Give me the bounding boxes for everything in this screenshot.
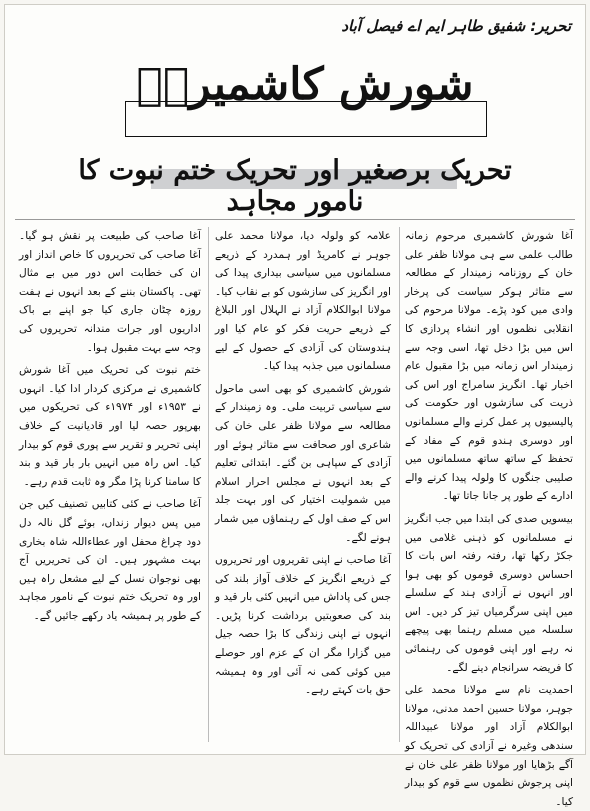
paragraph: آغا صاحب کی طبیعت پر نقش ہو گیا۔ آغا صاحب کی تحریروں کا خاص انداز اور ان کی خطابت اس دور میں بے مثال تھی۔ پاکستان بننے کے بعد انہوں نے ہفت روزہ چٹان جاری کیا جو اپنے بے باک اداریوں اور جرات مندانہ تحریروں کی وجہ سے بہت مقبول ہوا۔ [19,230,201,354]
paragraph: شورش کاشمیری کو بھی اسی ماحول سے سیاسی تربیت ملی۔ وہ زمیندار کے مطالعہ سے مولانا ظفر علی خان کی شاعری اور صحافت سے متاثر ہوئے اور آزادی کے سپاہی بن گئے۔ ابتدائی تعلیم کے بعد انہوں نے مجلس احرار اسلام میں شمولیت اختیار کی اور بہت جلد اس کے صف اول کے رہنماؤں میں شمار ہونے لگے۔ [215,382,391,544]
article-subtitle: تحریک برصغیر اور تحریک ختم نبوت کا نامور مجاہد [78,155,512,217]
column-right [405,227,573,808]
article-title: شورش کاشمیریؒ [136,59,474,110]
byline: تحریر: شفیق طاہر ایم اے فیصل آباد [341,17,571,35]
paragraph: ختم نبوت کی تحریک میں آغا شورش کاشمیری نے مرکزی کردار ادا کیا۔ انہوں نے ۱۹۵۳ء اور ۱۹۷۴ء کی تحریکوں میں بھرپور حصہ لیا اور قادیانیت کے خلاف اپنی تحریر و تقریر سے پوری قوم کو بیدار کیا۔ اس راہ میں انہیں بار بار قید و بند کا سامنا کرنا پڑا مگر وہ ثابت قدم رہے۔ [19,364,201,488]
column-left [19,227,201,744]
paragraph: احمدیت نام سے مولانا محمد علی جوہر، مولانا حسین احمد مدنی، مولانا ابوالکلام آزاد اور مولانا عبیداللہ سندھی وغیرہ نے آزادی کی تحریک کو آگے بڑھایا اور مولانا ظفر علی خان نے اپنی پرجوش نظموں سے قوم کو بیدار کیا۔ [405,684,573,808]
column-divider [399,227,400,742]
newspaper-clipping [4,4,586,808]
paragraph: آغا شورش کاشمیری مرحوم زمانہ طالب علمی سے ہی مولانا ظفر علی خان کے روزنامہ زمیندار کے مطالعہ سے متاثر ہوکر سیاست کی پرخار وادی میں کود پڑے۔ مولانا مرحوم کی انقلابی نظموں اور انشاء پردازی کا اس میں بڑا دخل تھا، اسی وجہ سے زمیندار اس زمانہ میں بڑا مقبول عام اخبار تھا۔ انگریز سامراج اور اس کی ذریت کی سازشوں اور حکومت کی پالیسیوں پر عمل کرنے والے مسلمانوں اور دوسری ہندو قوم کے مفاد کے تحفظ کے ساتھ ساتھ مسلمانوں میں صلیبی جنگوں کا ولولہ پیدا کرنے والے ادارے کے طور پر جانا جاتا تھا۔ [405,230,573,503]
column-divider [208,227,209,742]
column-middle [215,227,391,744]
header-divider [15,219,575,220]
paragraph: علامہ کو ولولہ دیا، مولانا محمد علی جوہر نے کامریڈ اور ہمدرد کے ذریعے مسلمانوں میں سیاسی بیداری پیدا کی اور انگریز کی سازشوں کو بے نقاب کیا۔ مولانا ابوالکلام آزاد نے الہلال اور البلاغ کے ذریعے حریت فکر کو عام کیا اور ہندوستان کی آزادی کے حصول کے لیے مسلمانوں میں جذبہ پیدا کیا۔ [215,230,391,373]
paragraph: آغا صاحب نے اپنی تقریروں اور تحریروں کے ذریعے انگریز کے خلاف آواز بلند کی جس کی پاداش میں انہیں کئی بار قید و بند کی صعوبتیں برداشت کرنا پڑیں۔ انہوں نے اپنی زندگی کا بڑا حصہ جیل میں گزارا مگر ان کے عزم اور حوصلے میں کوئی کمی نہ آئی اور وہ ہمیشہ حق بات کہتے رہے۔ [215,554,391,697]
paragraph: بیسویں صدی کی ابتدا میں جب انگریز نے مسلمانوں کو ذہنی غلامی میں جکڑ رکھا تھا، رفتہ رفتہ اس بات کا احساس دوسری قوموں کو بھی ہوا اور انہوں نے آزادی ہند کے سلسلے میں اپنی سرگرمیاں تیز کر دیں۔ اس سلسلہ میں مسلم رہنما بھی پیچھے نہ رہے اور اپنی قوموں کی رہنمائی کا فریضہ سرانجام دینے لگے۔ [405,512,573,674]
paragraph: آغا صاحب نے کئی کتابیں تصنیف کیں جن میں پس دیوار زنداں، بوئے گل نالہ دل دود چراغ محفل اور عطاءاللہ شاہ بخاری بہت مشہور ہیں۔ ان کی تحریریں آج بھی نوجوان نسل کے لیے مشعل راہ ہیں اور وہ تحریک ختم نبوت کے نامور مجاہد کے طور پر ہمیشہ یاد رکھے جائیں گے۔ [19,498,201,622]
